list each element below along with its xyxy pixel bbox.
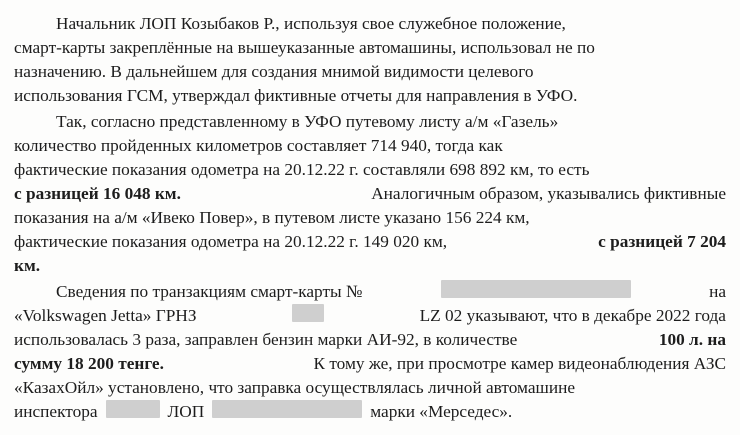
redacted-department <box>212 400 362 418</box>
bold-text: сумму 18 200 тенге. <box>14 354 164 373</box>
text: К тому же, при просмотре камер видеонаблюдения АЗС <box>313 354 726 373</box>
p3-line-6 <box>14 400 726 424</box>
text: количество пройденных километров составляет 714 940, тогда как <box>14 136 503 155</box>
bold-text: 100 л. на <box>658 330 726 349</box>
text: Так, согласно представленному в УФО путевому листу а/м «Газель» <box>56 112 559 131</box>
p1-line-2 <box>14 36 726 60</box>
redacted-inspector-name <box>106 400 160 418</box>
text: ЛОП <box>167 402 205 421</box>
text: LZ 02 указывают, что в декабре 2022 года <box>419 306 726 325</box>
p3-line-2 <box>14 304 726 328</box>
text: инспектора <box>14 402 98 421</box>
text: фактические показания одометра на 20.12.22 г. составляли 698 892 км, то есть <box>14 160 590 179</box>
text: фактические показания одометра на 20.12.22 г. 149 020 км, <box>14 232 448 251</box>
text: Сведения по транзакциям смарт-карты № <box>56 282 363 301</box>
text: смарт-карты закреплённые на вышеуказанные автомашины, использовал не по <box>14 38 595 57</box>
text: назначению. В дальнейшем для создания мнимой видимости целевого <box>14 62 534 81</box>
p3-line-1 <box>56 280 726 304</box>
bold-text: с разницей 7 204 <box>598 232 726 251</box>
p2-line-3 <box>14 158 726 182</box>
text: использования ГСМ, утверждал фиктивные отчеты для направления в УФО. <box>14 86 578 105</box>
p2-line-7 <box>14 254 726 278</box>
p2-line-5 <box>14 206 726 230</box>
text: показания на а/м «Ивеко Повер», в путевом листе указано 156 224 км, <box>14 208 530 227</box>
text: использовалась 3 раза, заправлен бензин марки АИ-92, в количестве <box>14 330 518 349</box>
p3-line-5 <box>14 376 726 400</box>
bold-text: с разницей 16 048 км. <box>14 184 181 203</box>
p3-line-3 <box>14 328 726 352</box>
p2-line-1 <box>56 110 726 134</box>
text: на <box>709 282 726 301</box>
p3-line-4 <box>14 352 726 376</box>
p2-line-2 <box>14 134 726 158</box>
redacted-plate <box>292 304 324 322</box>
bold-text: км. <box>14 256 41 275</box>
p1-line-1 <box>56 12 726 36</box>
p2-line-4 <box>14 182 726 206</box>
p2-line-6 <box>14 230 726 254</box>
redacted-card-number <box>441 280 631 298</box>
p1-line-4 <box>14 84 726 108</box>
text: «Volkswagen Jetta» ГРНЗ <box>14 306 197 325</box>
text: «КазахОйл» установлено, что заправка осуществлялась личной автомашине <box>14 378 576 397</box>
text: Аналогичным образом, указывались фиктивные <box>371 184 726 203</box>
text: марки «Мерседес». <box>370 402 513 421</box>
text: Начальник ЛОП Козыбаков Р., используя свое служебное положение, <box>56 14 566 33</box>
p1-line-3 <box>14 60 726 84</box>
